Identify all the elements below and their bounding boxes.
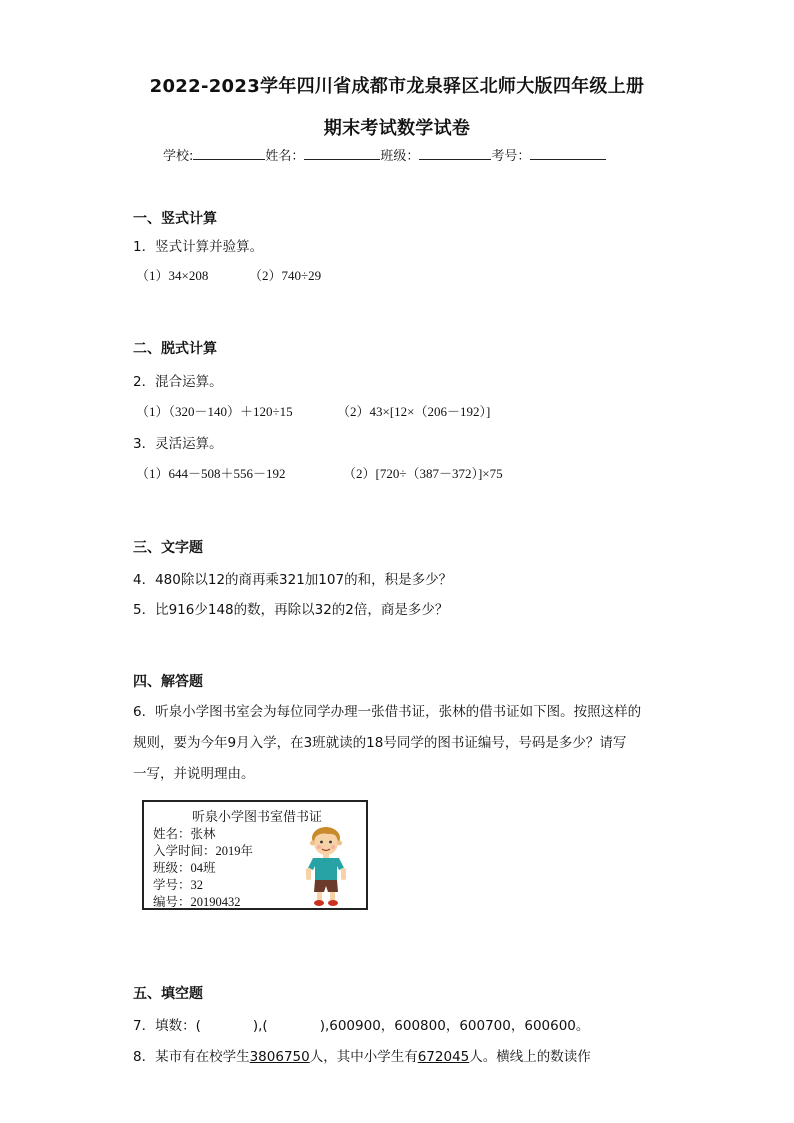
question-5: 5．比916少148的数，再除以32的2倍，商是多少？	[133, 602, 449, 618]
card-name: 姓名：张林	[153, 827, 216, 841]
exam-no-label: 考号：	[491, 149, 531, 164]
exam-title-line2: 期末考试数学试卷	[323, 118, 471, 139]
section-4-title: 四、解答题	[133, 674, 203, 690]
question-8-number-2: 672045	[417, 1049, 470, 1065]
exam-no-blank[interactable]	[530, 147, 606, 160]
question-2: 2．混合运算。	[133, 374, 223, 390]
question-8-suffix: 人。横线上的数读作	[469, 1049, 591, 1065]
class-blank[interactable]	[419, 147, 491, 160]
question-2-part-1: （1）（320－140）＋120÷15	[136, 404, 293, 419]
student-info-line	[163, 145, 606, 164]
question-1-part-1: （1）34×208	[136, 268, 209, 283]
question-6-line-3: 一写，并说明理由。	[133, 766, 255, 782]
card-class: 班级：04班	[153, 861, 216, 875]
question-8-number-1: 3806750	[249, 1049, 310, 1065]
question-1-part-2: （2）740÷29	[249, 268, 322, 283]
boy-illustration-icon	[300, 824, 352, 908]
question-7-suffix: ),600900，600800，600700，600600。	[319, 1018, 590, 1034]
class-label: 班级：	[380, 149, 420, 164]
question-3-part-1: （1）644－508＋556－192	[136, 466, 286, 481]
card-enroll-time: 入学时间：2019年	[153, 844, 254, 858]
exam-title-line1: 2022-2023学年四川省成都市龙泉驿区北师大版四年级上册	[149, 76, 645, 97]
name-blank[interactable]	[304, 147, 380, 160]
library-card-title: 听泉小学图书室借书证	[191, 809, 322, 824]
school-label: 学校:	[163, 149, 194, 164]
section-3-title: 三、文字题	[133, 540, 203, 556]
question-8-mid: 人，其中小学生有	[309, 1049, 418, 1065]
section-1-title: 一、竖式计算	[133, 211, 217, 227]
question-3-part-2: （2）[720÷（387－372）]×75	[343, 466, 503, 481]
question-7-prefix: 7．填数：(	[133, 1018, 201, 1034]
question-7	[133, 1014, 589, 1034]
section-2-title: 二、脱式计算	[133, 341, 217, 357]
question-8	[133, 1045, 591, 1065]
question-3: 3．灵活运算。	[133, 436, 223, 452]
card-student-no: 学号：32	[153, 878, 204, 892]
question-7-mid: ),(	[252, 1018, 268, 1034]
question-6	[133, 697, 663, 790]
question-1: 1．竖式计算并验算。	[133, 239, 264, 255]
question-6-line-1: 6．听泉小学图书室会为每位同学办理一张借书证，张林的借书证如下图。按照这样的	[133, 704, 642, 720]
library-card-image	[142, 800, 368, 910]
question-8-prefix: 8．某市有在校学生	[133, 1049, 250, 1065]
question-4: 4．480除以12的商再乘321加107的和，积是多少？	[133, 572, 453, 588]
section-5-title: 五、填空题	[133, 986, 203, 1002]
name-label: 姓名：	[265, 149, 305, 164]
question-2-part-2: （2）43×[12×（206－192）]	[337, 404, 491, 419]
question-6-line-2: 规则，要为今年9月入学，在3班就读的18号同学的图书证编号，号码是多少？请写	[133, 735, 627, 751]
card-code: 编号：20190432	[153, 895, 241, 909]
school-blank[interactable]	[193, 147, 265, 160]
